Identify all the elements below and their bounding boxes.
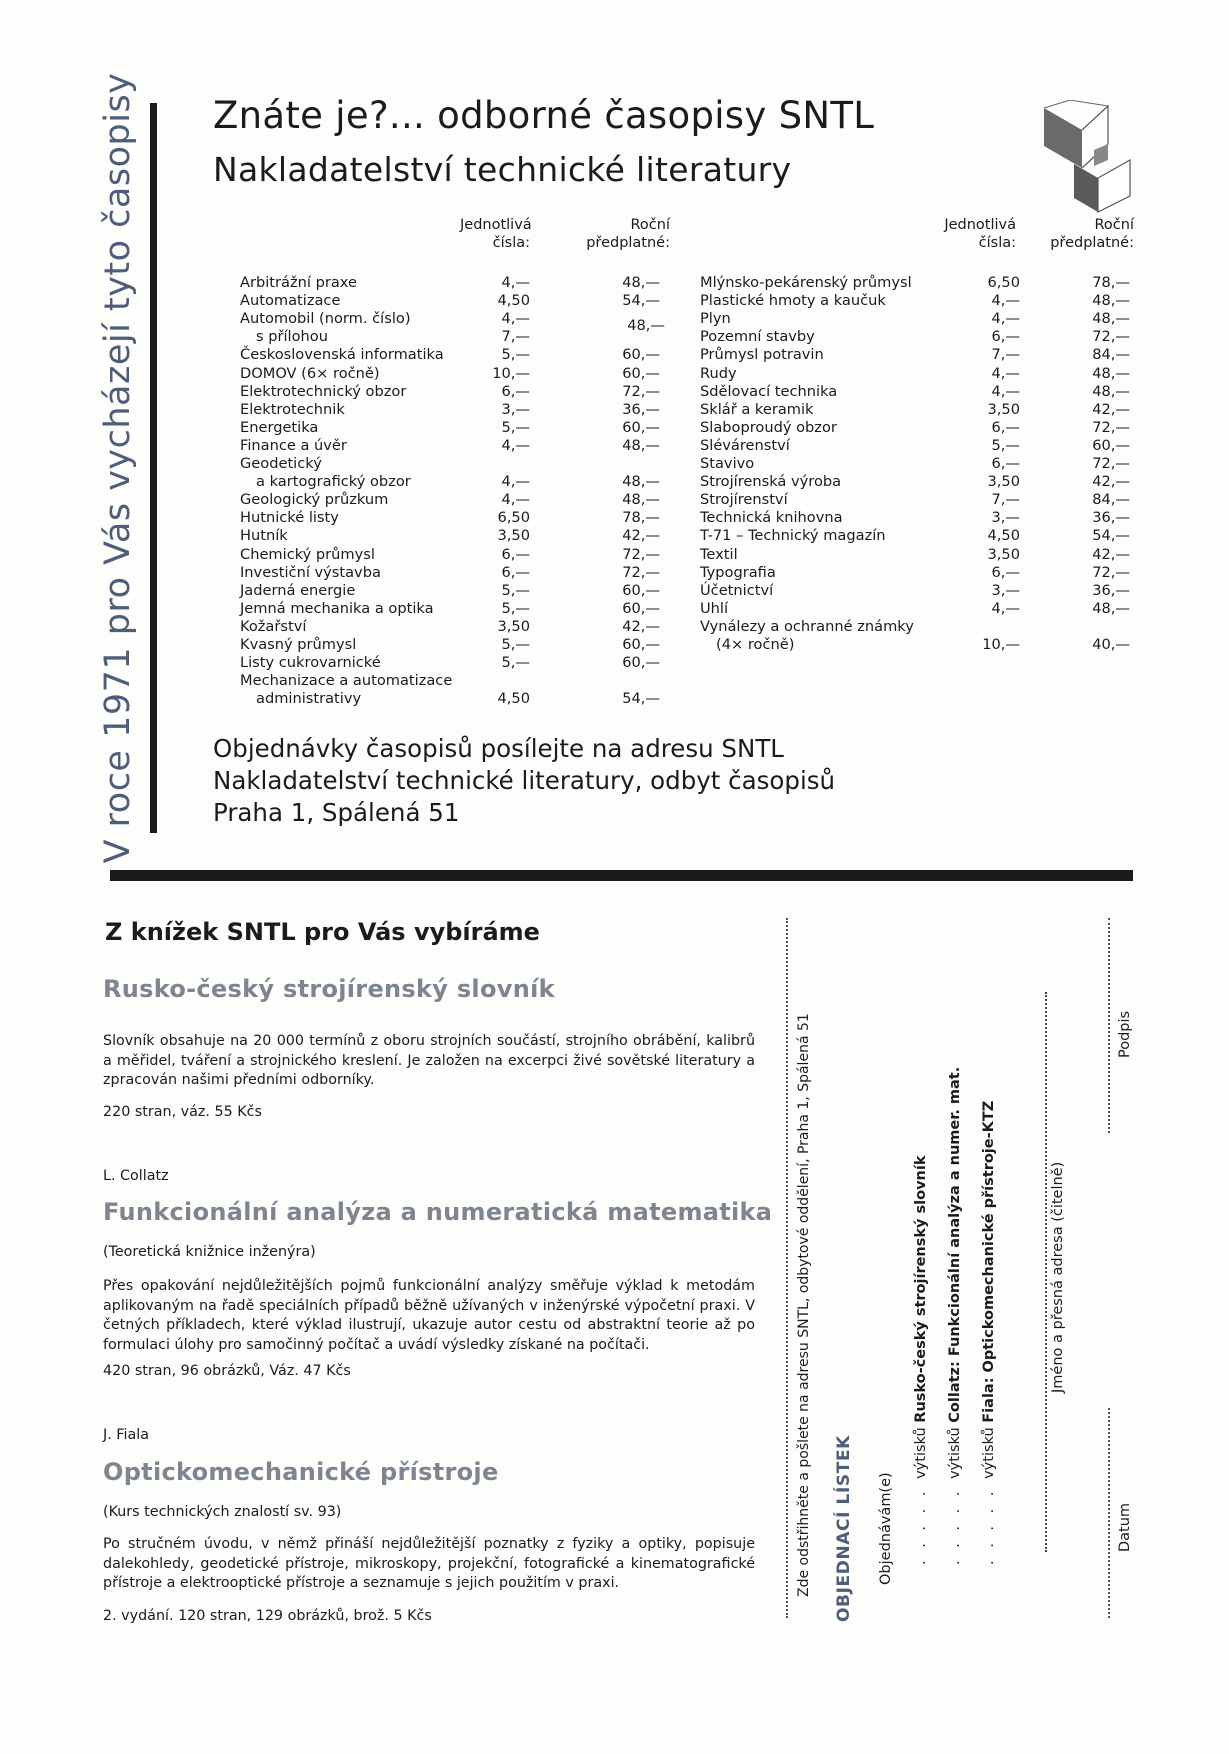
journal-single-price: 4,— (991, 364, 1020, 382)
journal-row (700, 401, 1130, 419)
journal-name: Strojírenská výroba (700, 473, 842, 491)
journal-row (240, 473, 660, 491)
journal-name: Československá informatika (240, 346, 444, 364)
journal-annual-price: 48,— (1092, 364, 1130, 382)
journal-row (240, 672, 660, 690)
journal-table-left (240, 274, 660, 714)
journal-single-price: 4,50 (497, 690, 530, 708)
journal-annual-price: 60,— (622, 346, 660, 364)
order-item2[interactable]: . . . . . výtisků Collatz: Funkcionální analýza a numer. mat. (947, 1066, 963, 1565)
journal-name: Mechanizace a automatizace (240, 672, 453, 690)
journal-row (240, 346, 660, 364)
sntl-logo-icon (1038, 100, 1134, 216)
journal-row (240, 401, 660, 419)
journal-name: a kartografický obzor (256, 473, 411, 491)
journal-annual-price: 60,— (622, 636, 660, 653)
journal-row (700, 383, 1130, 401)
journal-annual-price: 54,— (622, 690, 660, 708)
journal-name: Hutník (240, 527, 288, 545)
automobil-annual-price: 48,— (627, 317, 665, 334)
journal-row (700, 636, 1130, 654)
journal-single-price: 5,— (501, 599, 530, 617)
journal-single-price: 4,— (991, 382, 1020, 400)
journal-single-price: 6,— (991, 563, 1020, 581)
journal-row (700, 473, 1130, 491)
name-address-label: Jméno a přesná adresa (čitelně) (1050, 1161, 1066, 1393)
journal-name: T-71 – Technický magazín (700, 527, 886, 545)
heading-line2: Nakladatelství technické literatury (213, 150, 792, 189)
journal-single-price: 4,— (991, 599, 1020, 617)
journal-row (700, 346, 1130, 364)
journal-single-price: 6,— (501, 563, 530, 581)
journal-row (700, 437, 1130, 455)
journal-single-price: 7,— (991, 346, 1020, 364)
journal-name: Geodetický (240, 455, 322, 472)
side-bar (150, 103, 157, 833)
order-item3[interactable]: . . . . . výtisků Fiala: Optickomechanické přístroje-KTZ (981, 1100, 997, 1565)
journal-row (700, 419, 1130, 437)
journal-annual-price: 48,— (622, 274, 660, 291)
book2-details: 420 stran, 96 obrázků, Váz. 47 Kčs (103, 1363, 351, 1379)
journal-name: DOMOV (6× ročně) (240, 364, 380, 382)
journal-row (240, 383, 660, 401)
book1-details: 220 stran, váz. 55 Kčs (103, 1104, 262, 1120)
journal-annual-price: 72,— (622, 563, 660, 581)
journal-row (240, 654, 660, 672)
order-item1[interactable]: . . . . . výtisků Rusko-český strojírenský slovník (913, 1155, 929, 1565)
journal-name: Kvasný průmysl (240, 636, 357, 653)
journal-single-price: 4,— (501, 491, 530, 509)
cut-line (786, 918, 788, 1618)
journal-single-price: 4,— (991, 292, 1020, 310)
book3-author: J. Fiala (103, 1427, 149, 1443)
journal-annual-price: 60,— (622, 599, 660, 617)
signature-line (1108, 918, 1110, 1133)
journal-name: Vynálezy a ochranné známky (700, 617, 914, 635)
journal-annual-price: 48,— (1092, 310, 1130, 328)
journal-annual-price: 72,— (622, 382, 660, 400)
journal-single-price: 3,50 (497, 527, 530, 545)
journal-annual-price: 48,— (1092, 599, 1130, 617)
journal-single-price: 3,50 (987, 400, 1020, 418)
journal-single-price: 3,— (991, 581, 1020, 599)
books-heading: Z knížek SNTL pro Vás vybíráme (105, 918, 540, 946)
col-annual-header-right: Roční (1094, 217, 1134, 233)
journal-annual-price: 42,— (622, 617, 660, 635)
col-single-header: Jednotlivá (460, 217, 532, 233)
journal-name: Finance a úvěr (240, 436, 347, 454)
journal-single-price: 6,50 (497, 509, 530, 527)
book2-series: (Teoretická knižnice inženýra) (103, 1244, 316, 1260)
journal-annual-price: 60,— (622, 364, 660, 382)
journal-name: Rudy (700, 364, 737, 382)
col-single-header-right: Jednotlivá (944, 217, 1016, 233)
journal-row (240, 292, 660, 310)
journal-annual-price: 42,— (622, 527, 660, 545)
journal-row (240, 527, 660, 545)
journal-row (240, 636, 660, 654)
journal-name: Pozemní stavby (700, 328, 815, 346)
journal-single-price: 6,50 (987, 274, 1020, 291)
journal-annual-price: 72,— (1092, 418, 1130, 436)
journal-name: Investiční výstavba (240, 563, 381, 581)
journal-name: (4× ročně) (716, 636, 795, 653)
journal-row (700, 365, 1130, 383)
name-address-dots[interactable] (1045, 992, 1047, 1552)
book3-description: Po stručném úvodu, v němž přináší nejdůležitější poznatky z fyziky a optiky, popisuje dalekohledy, geodetické přístroje, mikroskopy, projekční, fotografické a kinematografické přístroje a elektrooptické přístroje a seznamuje s jejich použitím v praxi. (103, 1536, 755, 1591)
journal-annual-price: 54,— (1092, 527, 1130, 545)
journal-annual-price: 48,— (1092, 292, 1130, 310)
journal-annual-price: 54,— (622, 292, 660, 310)
journal-single-price: 10,— (982, 636, 1020, 653)
cut-instruction: Zde odstřihněte a pošlete na adresu SNTL, odbytové oddělení, Praha 1, Spálená 51 (796, 1013, 812, 1597)
journal-single-price: 4,— (501, 310, 530, 328)
journal-single-price: 7,— (501, 328, 530, 346)
journal-table-right (700, 274, 1130, 674)
journal-single-price: 4,50 (497, 292, 530, 310)
journal-single-price: 3,— (991, 509, 1020, 527)
journal-name: Průmysl potravin (700, 346, 824, 364)
journal-single-price: 6,— (991, 455, 1020, 472)
signature-label: Podpis (1117, 1010, 1133, 1058)
journal-single-price: 4,— (501, 473, 530, 491)
journal-name: Geologický průzkum (240, 491, 389, 509)
journal-row (700, 310, 1130, 328)
date-label: Datum (1117, 1502, 1133, 1552)
journal-name: Typografia (700, 563, 776, 581)
book3-title: Optickomechanické přístroje (103, 1458, 499, 1486)
journal-single-price: 5,— (501, 636, 530, 653)
journal-name: Strojírenství (700, 491, 788, 509)
journal-row (700, 292, 1130, 310)
journal-annual-price: 72,— (1092, 328, 1130, 346)
journal-name: Sklář a keramik (700, 400, 814, 418)
date-line (1108, 1408, 1110, 1618)
journal-name: Hutnické listy (240, 509, 339, 527)
journal-name: Slévárenství (700, 436, 790, 454)
page: V roce 1971 pro Vás vycházejí tyto časopisy Znáte je?... odborné časopisy SNTL Nakladatelství technické literatury Jednotlivá čísla: Roční předplatné: Jednotlivá čísla: Roční předplatné: Arbitrážní praxe 4,— 48,— Automatizace 4,50 54,— Automobil (norm. číslo) 4,— s přílohou 7,— Československá informatika 5,— 60,— DOMOV (6× ročně) 10,— 60,— Elektrotechnický obzor 6,— 72,— Elektrotechnik 3,— 36,— Energetika 5,— 60,— Finance a úvěr 4,— 48,— Geodetický a kartografický obzor 4,— 48,— Geologický průzkum 4,— 48,— Hutnické listy 6,50 78,— Hutník 3,50 42,— Chemický průmysl 6,— 72,— Investiční výstavba 6,— 72,— Jaderná energie 5,— 60,— Jemná mechanika a optika 5,— 60,— Kožařství 3,50 42,— Kvasný průmysl 5,— 60,— Listy cukrovarnické 5,— 60,— Mechanizace a automatizace administrativy 4,50 54,— 48,— Mlýnsko-pekárenský průmysl 6,50 78,— Plastické hmoty a kaučuk 4,— 48,— Plyn 4,— 48,— Pozemní stavby 6,— 72,— Průmysl potravin 7,— 84,— Rudy 4,— 48,— Sdělovací technika 4,— 48,— Sklář a keramik 3,50 42,— Slaboproudý obzor 6,— 72,— Slévárenství 5,— 60,— Stavivo 6,— 72,— Strojírenská výroba 3,50 42,— Strojírenství 7,— 84,— Technická knihovna 3,— 36,— T-71 – Technický magazín 4,50 54,— Textil 3,50 42,— Typografia 6,— 72,— Účetnictví 3,— 36,— Uhlí 4,— 48,— Vynálezy a ochranné známky (4× ročně) 10,— 40,— Objednávky časopisů posílejte na adresu SNTL Nakladatelství technické literatury, odbyt časopisů Praha 1, Spálená 51 Z knížek SNTL pro Vás vybíráme Rusko-český strojírenský slovník Slovník obsahuje na 20 000 termínů z oboru strojních součástí, strojního obrábění, kalibrů a měřidel, tváření a strojnického kreslení. Je založen na excerpci živé sovětské literatury a zpracován našimi předními odborníky. 220 stran, váz. 55 Kčs L. Collatz Funkcionální analýza a numeratická matematika (Teoretická knižnice inženýra) Přes opakování nejdůležitějších pojmů funkcionální analýzy směřuje výklad k metodám aplikovaným na řadě speciálních případů běžně užívaných v inženýrské výpočetní praxi. V četných příkladech, které výklad ilustrují, ukazuje autor cestu od abstraktní teorie až po formulaci úlohy pro samočinný počítač a uvádí výsledky získané na počítači. 420 stran, 96 obrázků, Váz. 47 Kčs J. Fiala Optickomechanické přístroje (Kurs technických znalostí sv. 93) Po stručném úvodu, v němž přináší nejdůležitější poznatky z fyziky a optiky, popisuje dalekohledy, geodetické přístroje, mikroskopy, projekční, fotografické a kinematografické přístroje a elektrooptické přístroje a seznamuje s jejich použitím v praxi. 2. vydání. 120 stran, 129 obrázků, brož. 5 Kčs Zde odstřihněte a pošlete na adresu SNTL, odbytové oddělení, Praha 1, Spálená 51 OBJEDNACÍ LÍSTEK Objednávám(e) . . . . . výtisků Rusko-český strojírenský slovník . . . . . výtisků Collatz: Funkcionální analýza a numer. mat. . . . . . výtisků Fiala: Optickomechanické přístroje-KTZ Jméno a přesná adresa (čitelně) Datum Podpis (0, 0, 1229, 1754)
journal-annual-price: 78,— (1092, 274, 1130, 291)
journal-annual-price: 42,— (1092, 545, 1130, 563)
journal-single-price: 5,— (501, 581, 530, 599)
journal-annual-price: 72,— (622, 545, 660, 563)
journal-annual-price: 72,— (1092, 563, 1130, 581)
journal-annual-price: 36,— (1092, 581, 1130, 599)
journal-annual-price: 48,— (1092, 382, 1130, 400)
journal-single-price: 6,— (991, 328, 1020, 346)
book2-author: L. Collatz (103, 1168, 169, 1184)
journal-row (700, 618, 1130, 636)
journal-row (700, 546, 1130, 564)
journal-single-price: 3,50 (497, 617, 530, 635)
book3-series: (Kurs technických znalostí sv. 93) (103, 1504, 342, 1520)
book1-title: Rusko-český strojírenský slovník (103, 975, 555, 1003)
journal-annual-price: 42,— (1092, 473, 1130, 491)
journal-single-price: 5,— (991, 436, 1020, 454)
journal-single-price: 6,— (501, 545, 530, 563)
journal-name: Plyn (700, 310, 731, 328)
journal-annual-price: 84,— (1092, 346, 1130, 364)
journal-row (240, 564, 660, 582)
journal-single-price: 4,— (501, 274, 530, 291)
journal-annual-price: 60,— (1092, 436, 1130, 454)
journal-row (240, 274, 660, 292)
journal-name: Technická knihovna (700, 509, 843, 527)
journal-row (240, 455, 660, 473)
book1-description: Slovník obsahuje na 20 000 termínů z oboru strojních součástí, strojního obrábění, kalibrů a měřidel, tváření a strojnického kreslení. Je založen na excerpci živé sovětské literatury a zpracován našimi předními odborníky. (103, 1033, 755, 1088)
order-slip-title: OBJEDNACÍ LÍSTEK (834, 1435, 854, 1622)
journal-name: Uhlí (700, 599, 729, 617)
order-address: Objednávky časopisů posílejte na adresu SNTL Nakladatelství technické literatury, odbyt časopisů Praha 1, Spálená 51 (213, 734, 836, 827)
journal-name: Slaboproudý obzor (700, 418, 837, 436)
journal-name: Textil (700, 545, 738, 563)
journal-name: Chemický průmysl (240, 545, 375, 563)
book2-description: Přes opakování nejdůležitějších pojmů funkcionální analýzy směřuje výklad k metodám aplikovaným na řadě speciálních případů běžně užívaných v inženýrské výpočetní praxi. V četných příkladech, které výklad ilustrují, ukazuje autor cestu od abstraktní teorie až po formulaci úlohy pro samočinný počítač a uvádí výsledky získané na počítači. (103, 1278, 755, 1353)
journal-name: Jemná mechanika a optika (240, 599, 434, 617)
journal-single-price: 3,50 (987, 473, 1020, 491)
journal-annual-price: 78,— (622, 509, 660, 527)
journal-name: Energetika (240, 418, 319, 436)
journal-name: Automobil (norm. číslo) (240, 310, 411, 328)
journal-row (700, 491, 1130, 509)
journal-single-price: 4,— (501, 436, 530, 454)
journal-single-price: 3,— (501, 400, 530, 418)
journal-annual-price: 84,— (1092, 491, 1130, 509)
order-label: Objednávám(e) (878, 1472, 894, 1585)
journal-row (700, 455, 1130, 473)
journal-single-price: 4,50 (987, 527, 1020, 545)
journal-name: Plastické hmoty a kaučuk (700, 292, 886, 310)
journal-name: administrativy (256, 690, 362, 708)
journal-row (240, 310, 660, 328)
journal-name: s přílohou (256, 328, 328, 346)
journal-name: Sdělovací technika (700, 382, 838, 400)
journal-row (240, 600, 660, 618)
book2-title: Funkcionální analýza a numeratická matematika (103, 1198, 773, 1226)
journal-single-price: 5,— (501, 418, 530, 436)
journal-annual-price: 60,— (622, 581, 660, 599)
journal-row (240, 546, 660, 564)
journal-name: Kožařství (240, 617, 307, 635)
journal-row (240, 491, 660, 509)
journal-single-price: 3,50 (987, 545, 1020, 563)
journal-name: Účetnictví (700, 581, 774, 599)
section-divider (110, 870, 1133, 881)
journal-row (700, 564, 1130, 582)
journal-name: Jaderná energie (240, 581, 356, 599)
journal-single-price: 7,— (991, 491, 1020, 509)
journal-annual-price: 72,— (1092, 455, 1130, 472)
journal-row (240, 419, 660, 437)
journal-single-price: 4,— (991, 310, 1020, 328)
journal-single-price: 6,— (991, 418, 1020, 436)
journal-single-price: 5,— (501, 346, 530, 364)
journal-row (240, 437, 660, 455)
col-annual-header: Roční (630, 217, 670, 233)
journal-row (240, 618, 660, 636)
journal-single-price: 5,— (501, 654, 530, 672)
journal-row (240, 582, 660, 600)
journal-name: Elektrotechnický obzor (240, 382, 407, 400)
journal-annual-price: 42,— (1092, 400, 1130, 418)
journal-row (700, 527, 1130, 545)
journal-name: Listy cukrovarnické (240, 654, 381, 672)
journal-name: Automatizace (240, 292, 341, 310)
journal-annual-price: 36,— (622, 400, 660, 418)
journal-row (700, 274, 1130, 292)
journal-annual-price: 60,— (622, 654, 660, 672)
journal-annual-price: 48,— (622, 491, 660, 509)
journal-name: Arbitrážní praxe (240, 274, 357, 291)
side-title-text: V roce 1971 pro Vás vycházejí tyto časopisy (98, 72, 138, 863)
journal-annual-price: 36,— (1092, 509, 1130, 527)
journal-row (700, 328, 1130, 346)
journal-name: Stavivo (700, 455, 755, 472)
journal-annual-price: 48,— (622, 473, 660, 491)
journal-row (700, 509, 1130, 527)
journal-single-price: 10,— (492, 364, 530, 382)
journal-name: Mlýnsko-pekárenský průmysl (700, 274, 912, 291)
journal-annual-price: 40,— (1092, 636, 1130, 653)
journal-single-price: 6,— (501, 382, 530, 400)
journal-row (240, 509, 660, 527)
journal-row (700, 582, 1130, 600)
journal-row (240, 328, 660, 346)
heading-line1: Znáte je?... odborné časopisy SNTL (213, 94, 875, 137)
journal-row (240, 365, 660, 383)
journal-annual-price: 60,— (622, 418, 660, 436)
journal-row (240, 690, 660, 708)
journal-row (700, 600, 1130, 618)
book3-details: 2. vydání. 120 stran, 129 obrázků, brož. 5 Kčs (103, 1608, 432, 1624)
side-title (96, 72, 140, 863)
journal-name: Elektrotechnik (240, 400, 345, 418)
journal-annual-price: 48,— (622, 436, 660, 454)
